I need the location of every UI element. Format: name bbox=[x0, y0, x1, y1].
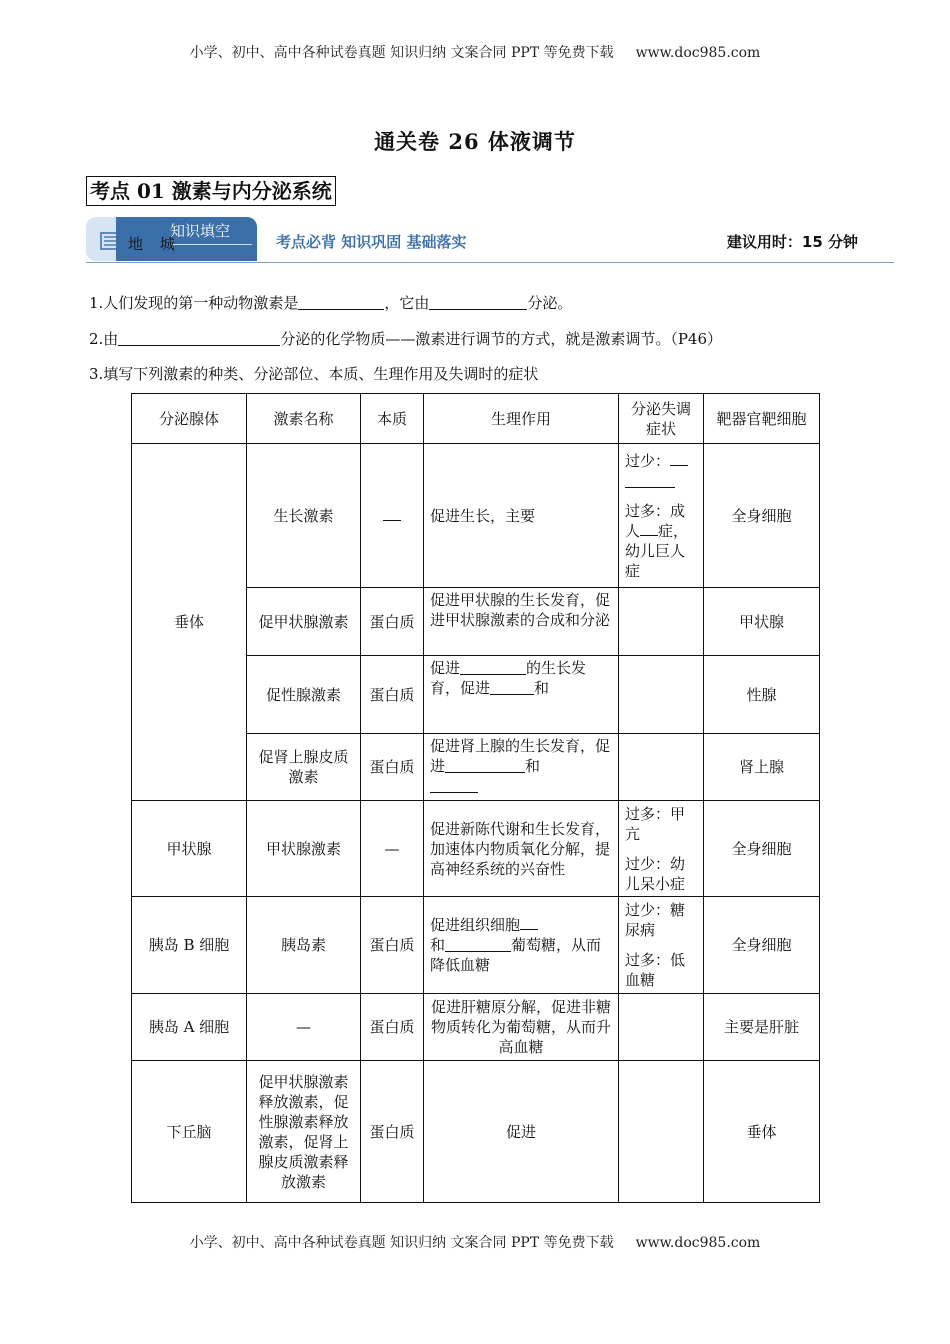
footer-text: 小学、初中、高中各种试卷真题 知识归纳 文案合同 PPT 等免费下载 bbox=[189, 1235, 614, 1251]
cell-target: 甲状腺 bbox=[704, 588, 820, 656]
cell-name: 促性腺激素 bbox=[247, 656, 361, 734]
cell-name: 促甲状腺激素释放激素，促性腺激素释放激素，促肾上腺皮质激素释放激素 bbox=[247, 1061, 361, 1203]
cell-nature: 蛋白质 bbox=[361, 656, 424, 734]
cell-effect bbox=[424, 734, 619, 801]
cell-nature: 蛋白质 bbox=[361, 588, 424, 656]
effect-blank-2[interactable] bbox=[445, 937, 511, 952]
effect-blank-1[interactable] bbox=[520, 919, 538, 930]
sym-low: 过少：幼儿呆小症 bbox=[625, 854, 686, 893]
cell-gland: 下丘脑 bbox=[132, 1061, 247, 1203]
sym-blank-2[interactable] bbox=[625, 473, 675, 488]
q1-text-a: 1.人们发现的第一种动物激素是 bbox=[89, 294, 299, 312]
cell-effect: 促进甲状腺的生长发育，促进甲状腺激素的合成和分泌 bbox=[424, 588, 619, 656]
suggested-time: 建议用时：15 分钟 bbox=[726, 233, 858, 251]
th-nature: 本质 bbox=[361, 394, 424, 444]
section-heading: 考点 01 激素与内分泌系统 bbox=[86, 176, 336, 206]
cell-effect: 促进 bbox=[424, 1061, 619, 1203]
cell-nature bbox=[361, 444, 424, 588]
question-2 bbox=[89, 328, 722, 349]
hormone-table bbox=[131, 393, 820, 1203]
cell-gland: 甲状腺 bbox=[132, 801, 247, 897]
sym-low: 过少： bbox=[625, 451, 671, 470]
th-gland: 分泌腺体 bbox=[132, 394, 247, 444]
effect-b: 和 bbox=[430, 936, 446, 954]
effect-b: 的生长发育，促进 bbox=[430, 659, 587, 697]
th-target: 靶器官靶细胞 bbox=[704, 394, 820, 444]
page-header bbox=[0, 42, 950, 62]
cell-name: 胰岛素 bbox=[247, 897, 361, 994]
cell-name: 甲状腺激素 bbox=[247, 801, 361, 897]
table-row bbox=[132, 897, 820, 994]
cell-nature: — bbox=[361, 801, 424, 897]
table-row bbox=[132, 994, 820, 1061]
sym-blank[interactable] bbox=[670, 455, 688, 466]
q1-blank-1[interactable] bbox=[298, 294, 384, 310]
effect-b: 和 bbox=[525, 757, 541, 775]
question-1 bbox=[89, 292, 572, 313]
banner-divider bbox=[86, 262, 894, 263]
cell-nature: 蛋白质 bbox=[361, 1061, 424, 1203]
cell-target: 性腺 bbox=[704, 656, 820, 734]
cell-effect bbox=[424, 656, 619, 734]
table-row bbox=[132, 444, 820, 588]
th-effect: 生理作用 bbox=[424, 394, 619, 444]
cell-nature: 蛋白质 bbox=[361, 734, 424, 801]
page-footer bbox=[0, 1232, 950, 1252]
banner-tag-sub: 地 城 bbox=[128, 235, 181, 253]
th-name: 激素名称 bbox=[247, 394, 361, 444]
q2-text-b: 分泌的化学物质——激素进行调节的方式，就是激素调节。（P46） bbox=[280, 330, 722, 348]
book-icon bbox=[100, 231, 120, 251]
effect-blank-1[interactable] bbox=[460, 660, 526, 675]
sym-high: 过多：低血糖 bbox=[625, 951, 686, 989]
cell-target: 垂体 bbox=[704, 1061, 820, 1203]
cell-nature: 蛋白质 bbox=[361, 897, 424, 994]
cell-symptom bbox=[619, 897, 704, 994]
header-site[interactable]: www.doc985.com bbox=[635, 45, 761, 61]
cell-symptom bbox=[619, 801, 704, 897]
effect-c: 和 bbox=[534, 679, 550, 697]
effect-blank-1[interactable] bbox=[445, 758, 525, 773]
cell-gland: 胰岛 A 细胞 bbox=[132, 994, 247, 1061]
knowledge-banner bbox=[86, 217, 894, 263]
cell-effect: 促进新陈代谢和生长发育，加速体内物质氧化分解，提高神经系统的兴奋性 bbox=[424, 801, 619, 897]
cell-target: 全身细胞 bbox=[704, 444, 820, 588]
header-text: 小学、初中、高中各种试卷真题 知识归纳 文案合同 PPT 等免费下载 bbox=[189, 45, 614, 61]
banner-slogan: 考点必背 知识巩固 基础落实 bbox=[276, 233, 467, 251]
q1-text-c: 分泌。 bbox=[527, 294, 573, 312]
cell-target: 全身细胞 bbox=[704, 801, 820, 897]
cell-target: 主要是肝脏 bbox=[704, 994, 820, 1061]
cell-name: — bbox=[247, 994, 361, 1061]
cell-target: 肾上腺 bbox=[704, 734, 820, 801]
cell-symptom bbox=[619, 588, 704, 656]
sym-high-a: 过多：成人 bbox=[625, 501, 686, 540]
sym-high-b: 症，幼儿巨人症 bbox=[625, 521, 689, 580]
effect-a: 促进组织细胞 bbox=[430, 916, 521, 934]
cell-name: 生长激素 bbox=[247, 444, 361, 588]
q2-text-a: 2.由 bbox=[89, 330, 119, 348]
footer-site[interactable]: www.doc985.com bbox=[635, 1235, 761, 1251]
table-row bbox=[132, 801, 820, 897]
effect-a: 促进肾上腺的生长发育，促进 bbox=[430, 737, 611, 775]
page-title: 通关卷 26 体液调节 bbox=[374, 129, 576, 154]
banner-tag-underline bbox=[170, 244, 252, 245]
banner-tag: 知识填空 bbox=[170, 222, 231, 240]
cell-effect: 促进生长，主要 bbox=[424, 444, 619, 588]
table-header-row bbox=[132, 394, 820, 444]
effect-a: 促进 bbox=[430, 659, 461, 677]
cell-symptom bbox=[619, 444, 704, 588]
th-symptom: 分泌失调症状 bbox=[619, 394, 704, 444]
cell-symptom bbox=[619, 1061, 704, 1203]
cell-effect bbox=[424, 897, 619, 994]
cell-name: 促肾上腺皮质激素 bbox=[247, 734, 361, 801]
sym-low: 过少：糖尿病 bbox=[625, 901, 686, 939]
cell-symptom bbox=[619, 994, 704, 1061]
effect-c: 葡萄糖，从而降低血糖 bbox=[430, 936, 602, 974]
cell-target: 全身细胞 bbox=[704, 897, 820, 994]
question-3: 3.填写下列激素的种类、分泌部位、本质、生理作用及失调时的症状 bbox=[89, 365, 539, 383]
q2-blank[interactable] bbox=[118, 330, 280, 346]
effect-blank-2[interactable] bbox=[430, 778, 478, 793]
table-row bbox=[132, 1061, 820, 1203]
cell-effect: 促进肝糖原分解，促进非糖物质转化为葡萄糖，从而升高血糖 bbox=[424, 994, 619, 1061]
sym-blank-3[interactable] bbox=[640, 525, 658, 536]
cell-symptom bbox=[619, 656, 704, 734]
cell-gland: 垂体 bbox=[132, 444, 247, 801]
cell-symptom bbox=[619, 734, 704, 801]
cell-gland: 胰岛 B 细胞 bbox=[132, 897, 247, 994]
effect-blank-2[interactable] bbox=[490, 680, 534, 695]
cell-nature: 蛋白质 bbox=[361, 994, 424, 1061]
q1-blank-2[interactable] bbox=[429, 294, 527, 310]
cell-name: 促甲状腺激素 bbox=[247, 588, 361, 656]
nature-blank[interactable] bbox=[383, 510, 401, 521]
sym-high: 过多：甲亢 bbox=[625, 804, 686, 843]
q1-text-b: ，它由 bbox=[384, 294, 430, 312]
